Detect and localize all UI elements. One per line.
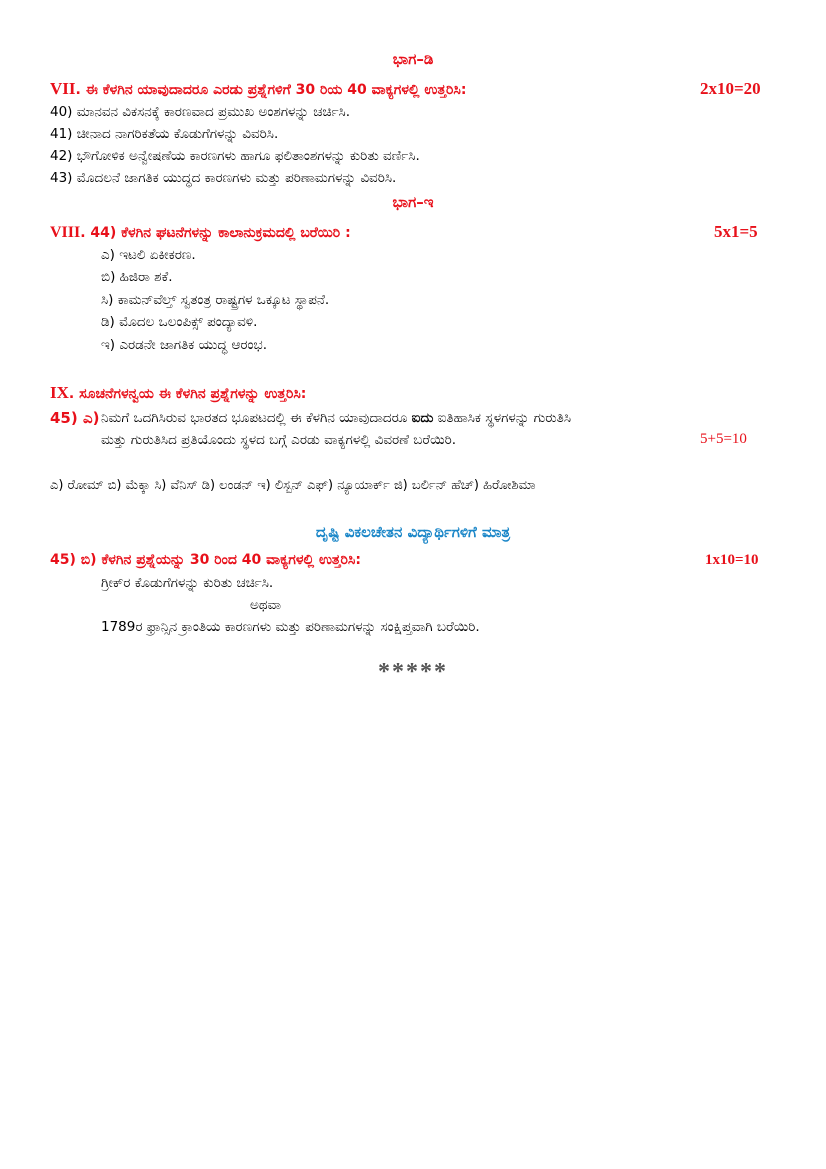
question-45b-instruction: ಕೆಳಗಿನ ಪ್ರಶ್ನೆಯನ್ನು 30 ರಿಂದ 40 ವಾಕ್ಯಗಳಲ್ಲಿ ಉತ್ತರಿಸಿ: [101, 552, 361, 568]
event-item-e: ಇ) ಎರಡನೇ ಜಾಗತಿಕ ಯುದ್ಧ ಆರಂಭ. [101, 337, 268, 353]
question-45b-option-2: 1789ರ ಫ್ರಾನ್ಸಿನ ಕ್ರಾಂತಿಯ ಕಾರಣಗಳು ಮತ್ತು ಪರಿಣಾಮಗಳನ್ನು ಸಂಕ್ಷಿಪ್ತವಾಗಿ ಬರೆಯಿರಿ. [101, 619, 480, 635]
event-item-a: ಎ) ಇಟಲಿ ಏಕೀಕರಣ. [101, 247, 196, 263]
question-45a-text-start: ನಿಮಗೆ ಒದಗಿಸಿರುವ ಭಾರತದ ಭೂಪಟದಲ್ಲಿ ಈ ಕೆಳಗಿನ ಯಾವುದಾದರೂ [101, 410, 412, 426]
historical-places-list: ಎ) ರೋಮ್ ಬಿ) ಮೆಕ್ಕಾ ಸಿ) ವೆನಿಸ್ ಡಿ) ಲಂಡನ್ ಇ) ಲಿಸ್ಬನ್ ಎಫ್) ನ್ಯೂಯಾರ್ಕ್ ಜಿ) ಬರ್ಲಿನ್ ಹೆಚ್) ಹಿರೋಶಿಮಾ [50, 478, 536, 493]
section-vii-number: VII [50, 79, 76, 98]
question-45a-line-2: ಮತ್ತು ಗುರುತಿಸಿದ ಪ್ರತಿಯೊಂದು ಸ್ಥಳದ ಬಗ್ಗೆ ಎರಡು ವಾಕ್ಯಗಳಲ್ಲಿ ವಿವರಣೆ ಬರೆಯಿರಿ. [101, 432, 457, 448]
question-45a-line-1 [101, 410, 571, 426]
section-vii-marks: 2x10=20 [700, 79, 761, 98]
question-40: 40) ಮಾನವನ ವಿಕಸನಕ್ಕೆ ಕಾರಣವಾದ ಪ್ರಮುಖ ಅಂಶಗಳನ್ನು ಚರ್ಚಿಸಿ. [50, 104, 351, 120]
event-item-b: ಬಿ) ಹಿಜಿರಾ ಶಕೆ. [101, 269, 173, 285]
question-42: 42) ಭೌಗೋಳಿಕ ಅನ್ವೇಷಣೆಯ ಕಾರಣಗಳು ಹಾಗೂ ಫಲಿತಾಂಶಗಳನ್ನು ಕುರಿತು ವರ್ಣಿಸಿ. [50, 148, 420, 164]
end-of-paper-marker: ***** [378, 659, 448, 685]
question-45a-text-end: ಐತಿಹಾಸಿಕ ಸ್ಥಳಗಳನ್ನು ಗುರುತಿಸಿ [433, 410, 572, 426]
visually-impaired-heading: ದೃಷ್ಟಿ ವಿಕಲಚೇತನ ವಿದ್ಯಾರ್ಥಿಗಳಿಗೆ ಮಾತ್ರ [315, 523, 511, 541]
question-45b-number: 45) ಬಿ) [50, 552, 97, 568]
part-d-heading: ಭಾಗ–ಡಿ [392, 50, 434, 68]
question-43: 43) ಮೊದಲನೆ ಜಾಗತಿಕ ಯುದ್ಧದ ಕಾರಣಗಳು ಮತ್ತು ಪರಿಣಾಮಗಳನ್ನು ವಿವರಿಸಿ. [50, 170, 397, 186]
section-ix-instruction: . ಸೂಚನೆಗಳನ್ವಯ ಈ ಕೆಳಗಿನ ಪ್ರಶ್ನೆಗಳನ್ನು ಉತ್ತರಿಸಿ: [68, 386, 307, 402]
section-viii-header [50, 222, 351, 242]
question-45a-bold-count: ಐದು [411, 410, 434, 426]
section-viii-marks: 5x1=5 [714, 222, 758, 241]
section-ix-header [50, 383, 306, 403]
question-45a-marks: 5+5=10 [700, 431, 747, 447]
section-viii-instruction: . 44) ಕೆಳಗಿನ ಘಟನೆಗಳನ್ನು ಕಾಲಾನುಕ್ರಮದಲ್ಲಿ ಬರೆಯಿರಿ : [80, 225, 351, 241]
question-45b-marks: 1x10=10 [705, 552, 759, 568]
event-item-c: ಸಿ) ಕಾಮನ್‌ವೆಲ್ತ್ ಸ್ವತಂತ್ರ ರಾಷ್ಟ್ರಗಳ ಒಕ್ಕೂಟ ಸ್ಥಾಪನೆ. [101, 292, 330, 308]
section-vii-header [50, 79, 466, 99]
section-vii-instruction: . ಈ ಕೆಳಗಿನ ಯಾವುದಾದರೂ ಎರಡು ಪ್ರಶ್ನೆಗಳಿಗೆ 30 ರಿಯ 40 ವಾಕ್ಯಗಳಲ್ಲಿ ಉತ್ತರಿಸಿ: [75, 82, 467, 98]
section-viii-number: VIII [50, 224, 81, 241]
or-separator: ಅಥವಾ [250, 597, 282, 613]
question-45b-header [50, 552, 361, 568]
event-item-d: ಡಿ) ಮೊದಲ ಒಲಂಪಿಕ್ಸ್ ಪಂದ್ಯಾವಳಿ. [101, 314, 258, 330]
question-41: 41) ಚೀನಾದ ನಾಗರಿಕತೆಯ ಕೊಡುಗೆಗಳನ್ನು ವಿವರಿಸಿ. [50, 126, 279, 142]
question-45a-number: 45) ಎ) [50, 409, 100, 427]
question-45b-option-1: ಗ್ರೀಕ್‌ರ ಕೊಡುಗೆಗಳನ್ನು ಕುರಿತು ಚರ್ಚಿಸಿ. [101, 575, 274, 591]
part-e-heading: ಭಾಗ–ಇ [392, 193, 434, 211]
section-ix-number: IX [50, 383, 69, 402]
